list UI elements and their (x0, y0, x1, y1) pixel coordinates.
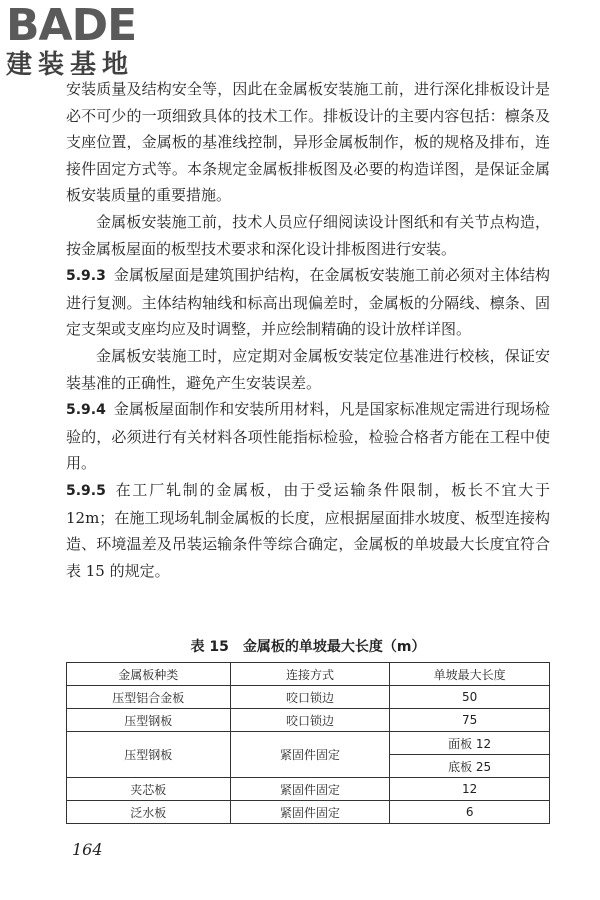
table-cell: 压型钢板 (67, 709, 231, 732)
table-cell: 50 (390, 686, 550, 709)
table-row (67, 686, 550, 709)
table-row (67, 801, 550, 824)
table-header: 单坡最大长度 (390, 663, 550, 686)
table-cell: 夹芯板 (67, 778, 231, 801)
table-cell: 底板 25 (390, 755, 550, 778)
table-header: 连接方式 (230, 663, 390, 686)
table-cell: 泛水板 (67, 801, 231, 824)
table-row (67, 709, 550, 732)
table-caption: 表 15 金属板的单坡最大长度（m） (190, 639, 426, 655)
paragraph-1: 安装质量及结构安全等，因此在金属板安装施工前，进行深化排板设计是必不可少的一项细致具体的技术工作。排板设计的主要内容包括：檩条及支座位置，金属板的基准线控制，异形金属板制作，板的规格及排布，连接件固定方式等。本条规定金属板排板图及必要的构造详图，是保证金属板安装质量的重要措施。 (66, 80, 550, 205)
table-cell: 咬口锁边 (230, 686, 390, 709)
table-cell: 紧固件固定 (230, 778, 390, 801)
table-cell: 75 (390, 709, 550, 732)
body-text (66, 76, 550, 584)
section-number: 5.9.3 (66, 268, 106, 285)
section-number: 5.9.4 (66, 402, 106, 419)
table-cell: 咬口锁边 (230, 709, 390, 732)
section-number: 5.9.5 (66, 482, 106, 499)
table-cell: 压型铝合金板 (67, 686, 231, 709)
paragraph-2: 金属板安装施工前，技术人员应仔细阅读设计图纸和有关节点构造，按金属板屋面的板型技术要求和深化设计排板图进行安装。 (66, 212, 550, 258)
paragraph-4: 金属板安装施工时，应定期对金属板安装定位基准进行校核，保证安装基准的正确性，避免产生安装误差。 (66, 346, 550, 392)
table-cell: 12 (390, 778, 550, 801)
table-cell: 紧固件固定 (230, 732, 390, 778)
logo-subtitle: 建装基地 (6, 50, 135, 80)
section-text: 金属板屋面制作和安装所用材料，凡是国家标准规定需进行现场检验的，必须进行有关材料各项性能指标检验，检验合格者方能在工程中使用。 (66, 400, 550, 473)
table-header-row (67, 663, 550, 686)
section-5-9-4 (66, 396, 550, 477)
table-cell: 6 (390, 801, 550, 824)
logo-wordmark: BADE (6, 0, 137, 51)
bade-logo (6, 0, 176, 80)
section-5-9-5 (66, 477, 550, 584)
section-text: 在工厂轧制的金属板，由于受运输条件限制，板长不宜大于12m；在施工现场轧制金属板的长度，应根据屋面排水坡度、板型连接构造、环境温差及吊装运输条件等综合确定，金属板的单坡最大长度宜符合表 15 的规定。 (66, 480, 550, 580)
table-row (67, 778, 550, 801)
page-number: 164 (72, 840, 103, 859)
length-table (66, 662, 550, 824)
table-header: 金属板种类 (67, 663, 231, 686)
section-text: 金属板屋面是建筑围护结构，在金属板安装施工前必须对主体结构进行复测。主体结构轴线和标高出现偏差时，金属板的分隔线、檩条、固定支架或支座均应及时调整，并应绘制精确的设计放样详图。 (66, 266, 550, 339)
section-5-9-3 (66, 262, 550, 343)
table-cell: 压型钢板 (67, 732, 231, 778)
table-cell: 面板 12 (390, 732, 550, 755)
table-row (67, 732, 550, 755)
table-cell: 紧固件固定 (230, 801, 390, 824)
